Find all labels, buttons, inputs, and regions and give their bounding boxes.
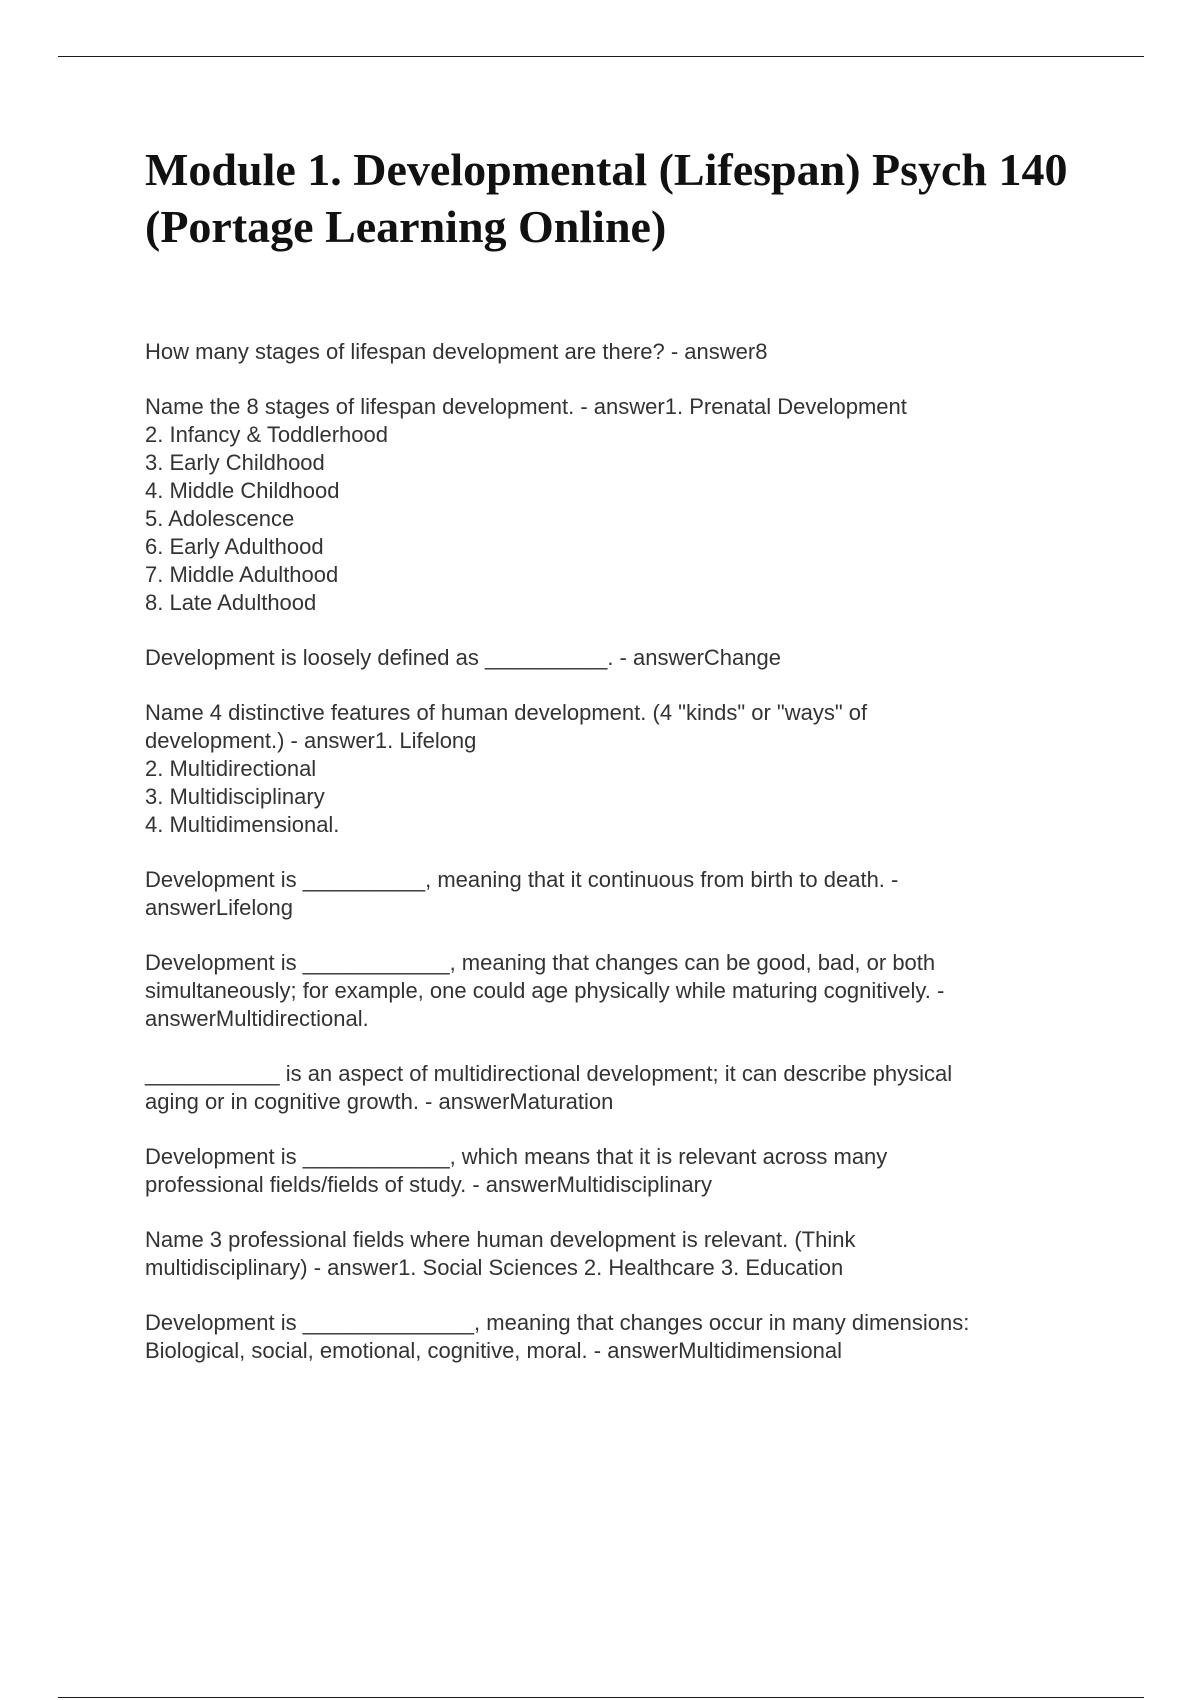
- qa-line: Development is ______________, meaning that changes occur in many dimensions:: [145, 1310, 970, 1335]
- qa-line: Name 4 distinctive features of human development. (4 "kinds" or "ways" of: [145, 700, 868, 725]
- qa-line: 4. Multidimensional.: [145, 812, 340, 837]
- qa-line: 6. Early Adulthood: [145, 534, 324, 559]
- qa-line: 2. Infancy & Toddlerhood: [145, 422, 388, 447]
- qa-line: 4. Middle Childhood: [145, 478, 340, 503]
- qa-line: answerLifelong: [145, 895, 293, 920]
- qa-line: multidisciplinary) - answer1. Social Sciences 2. Healthcare 3. Education: [145, 1255, 844, 1280]
- qa-list: [145, 338, 1080, 1392]
- bottom-rule: [58, 1697, 1144, 1698]
- qa-line: aging or in cognitive growth. - answerMaturation: [145, 1089, 614, 1114]
- qa-line: simultaneously; for example, one could age physically while maturing cognitively. -: [145, 978, 945, 1003]
- qa-item-definition: [145, 644, 1080, 672]
- qa-item-stages-count: [145, 338, 1080, 366]
- qa-line: professional fields/fields of study. - answerMultidisciplinary: [145, 1172, 712, 1197]
- top-rule: [58, 56, 1144, 57]
- qa-item-multidisciplinary: [145, 1143, 1080, 1199]
- qa-line: Development is __________, meaning that it continuous from birth to death. -: [145, 867, 899, 892]
- qa-line: 2. Multidirectional: [145, 756, 317, 781]
- qa-line: ___________ is an aspect of multidirectional development; it can describe physical: [145, 1061, 953, 1086]
- qa-item-maturation: [145, 1060, 1080, 1116]
- qa-item-lifelong: [145, 866, 1080, 922]
- qa-line: Development is ____________, which means that it is relevant across many: [145, 1144, 888, 1169]
- qa-line: answerMultidirectional.: [145, 1006, 369, 1031]
- qa-item-multidirectional: [145, 949, 1080, 1033]
- document-title: Module 1. Developmental (Lifespan) Psych 140 (Portage Learning Online): [145, 144, 1068, 252]
- qa-line: 7. Middle Adulthood: [145, 562, 339, 587]
- qa-line: Biological, social, emotional, cognitive, moral. - answerMultidimensional: [145, 1338, 842, 1363]
- qa-item-stages-names: [145, 393, 1080, 617]
- qa-item-features: [145, 699, 1080, 839]
- qa-item-multidimensional: [145, 1309, 1080, 1365]
- qa-line: Name 3 professional fields where human development is relevant. (Think: [145, 1227, 856, 1252]
- qa-line: Name the 8 stages of lifespan development. - answer1. Prenatal Development: [145, 394, 907, 419]
- qa-line: How many stages of lifespan development are there? - answer8: [145, 339, 768, 364]
- qa-line: Development is loosely defined as __________. - answerChange: [145, 645, 781, 670]
- qa-line: development.) - answer1. Lifelong: [145, 728, 477, 753]
- qa-line: 8. Late Adulthood: [145, 590, 317, 615]
- qa-line: 3. Multidisciplinary: [145, 784, 325, 809]
- qa-line: 3. Early Childhood: [145, 450, 325, 475]
- qa-line: Development is ____________, meaning that changes can be good, bad, or both: [145, 950, 936, 975]
- qa-item-fields: [145, 1226, 1080, 1282]
- qa-line: 5. Adolescence: [145, 506, 295, 531]
